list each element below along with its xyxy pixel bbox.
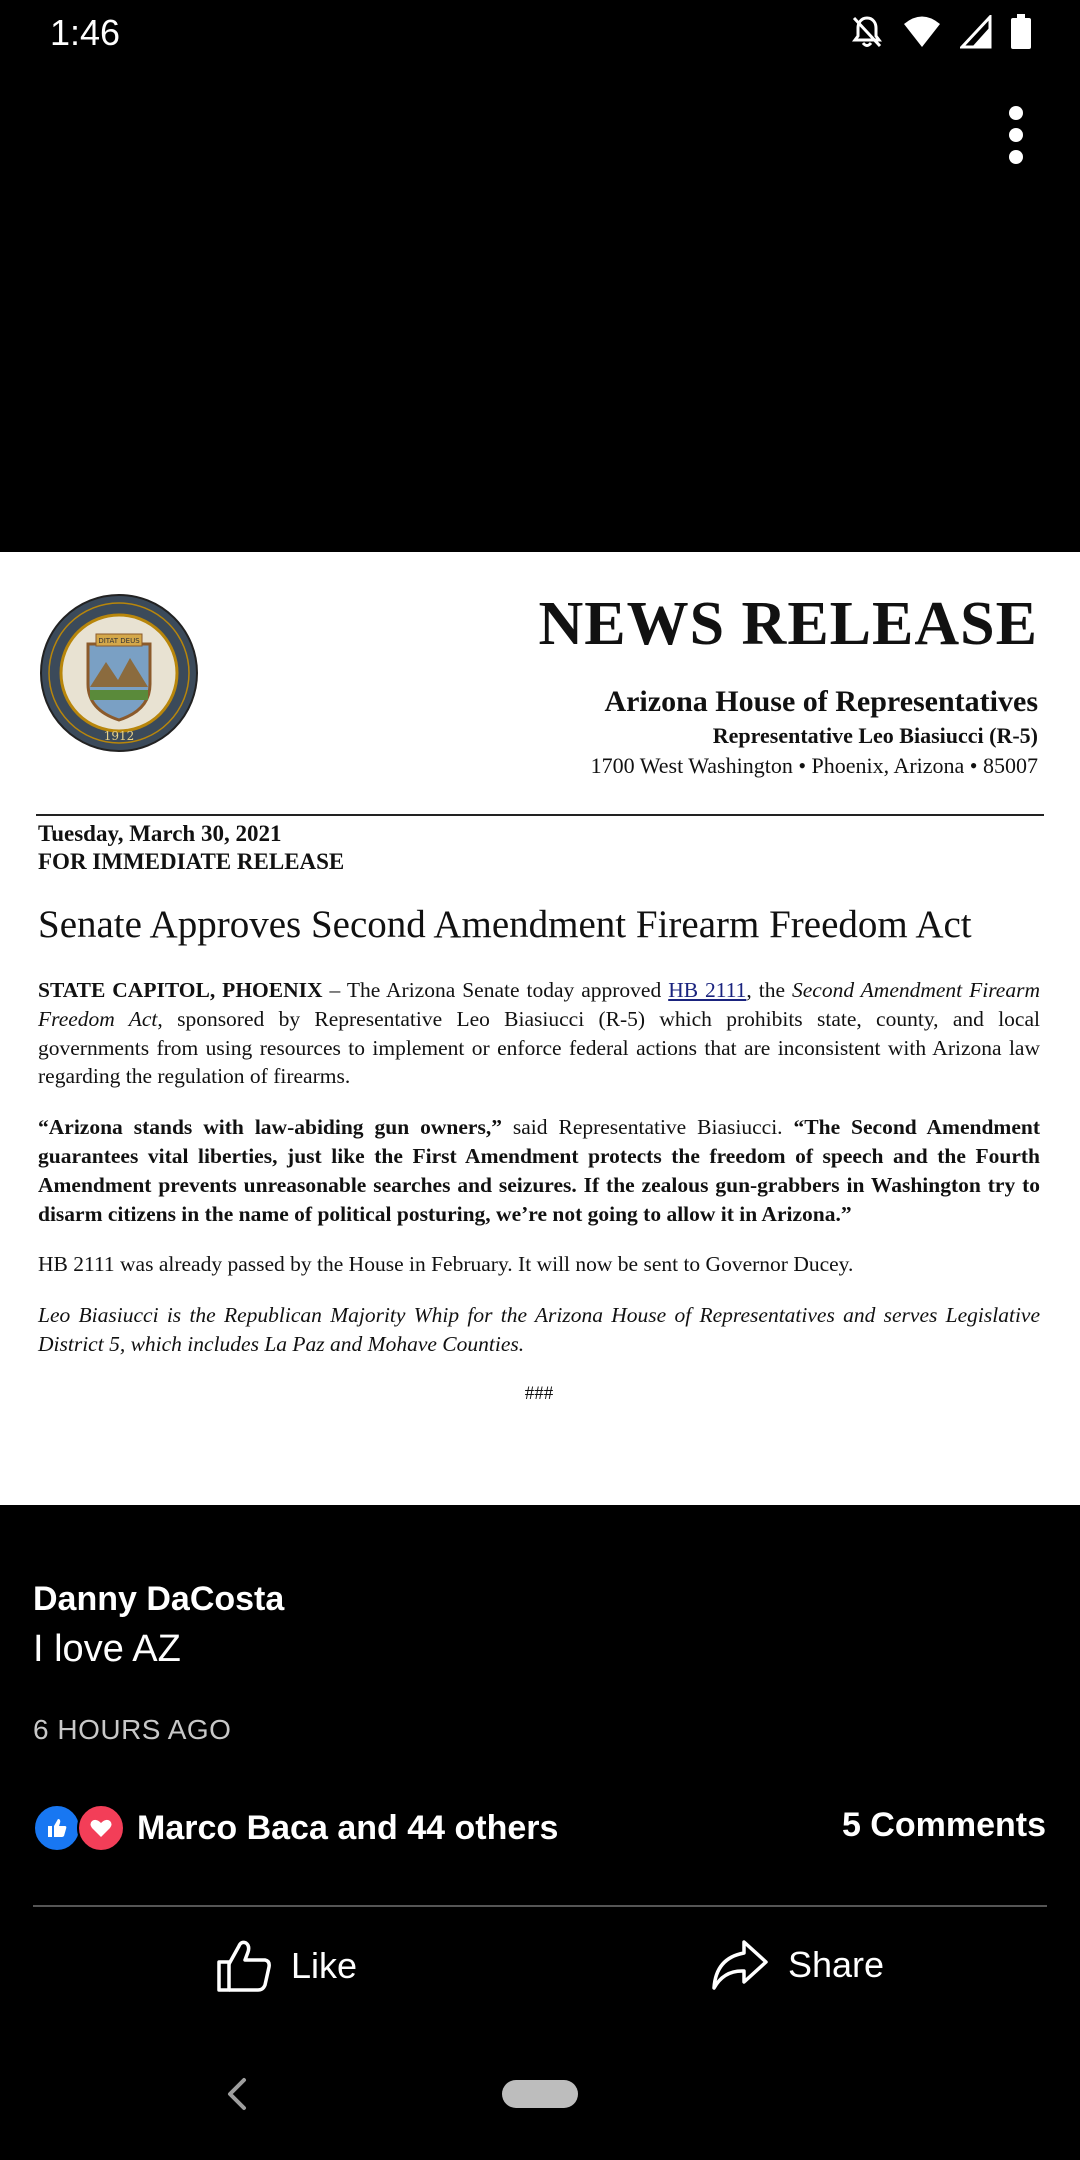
release-body <box>38 976 1040 1406</box>
nav-back-icon[interactable] <box>224 2076 250 2112</box>
seal-year: 1912 <box>103 729 135 743</box>
post-caption: I love AZ <box>33 1628 181 1670</box>
like-button[interactable] <box>215 1938 357 1994</box>
nav-home-pill[interactable] <box>502 2080 578 2108</box>
release-note: FOR IMMEDIATE RELEASE <box>38 849 345 875</box>
date-block <box>38 820 344 876</box>
wifi-icon <box>902 15 942 49</box>
quote-1: “Arizona stands with law-abiding gun owners,” <box>38 1115 502 1140</box>
seal-motto: DITAT DEUS <box>98 637 140 645</box>
release-title: Senate Approves Second Amendment Firearm Freedom Act <box>38 903 972 946</box>
address-line: 1700 West Washington • Phoenix, Arizona • 85007 <box>590 753 1038 779</box>
attribution: said Representative Biasiucci. <box>501 1115 794 1140</box>
paragraph-1-text-a: – The Arizona Senate today approved <box>322 978 669 1002</box>
organization-name: Arizona House of Representatives <box>604 685 1038 719</box>
post-timestamp: 6 HOURS AGO <box>33 1714 232 1745</box>
hb-2111-link: HB 2111 <box>668 978 747 1002</box>
comments-count-button[interactable]: 5 Comments <box>841 1806 1046 1844</box>
arizona-seal-icon <box>38 592 200 754</box>
battery-icon <box>1010 14 1032 50</box>
share-arrow-icon <box>710 1938 770 1992</box>
love-reaction-icon <box>77 1804 125 1852</box>
like-reaction-icon <box>33 1804 81 1852</box>
paragraph-1 <box>38 976 1040 1091</box>
share-label: Share <box>788 1944 885 1985</box>
header-rule <box>36 814 1044 816</box>
news-release-heading: NEWS RELEASE <box>538 590 1038 658</box>
post-photo[interactable] <box>0 552 1080 1505</box>
notifications-off-icon <box>850 14 884 50</box>
status-icons <box>850 14 1032 50</box>
act-name: Second Amendment Firearm Freedom Act <box>38 978 1040 1031</box>
more-options-button[interactable] <box>994 100 1038 170</box>
dateline: STATE CAPITOL, PHOENIX <box>38 978 323 1002</box>
status-time: 1:46 <box>50 12 121 53</box>
more-vertical-dot <box>1009 150 1023 164</box>
signal-icon <box>960 15 992 49</box>
paragraph-3: HB 2111 was already passed by the House in February. It will now be sent to Governor Ducey. <box>38 1252 854 1277</box>
reactors-text: Marco Baca and 44 others <box>137 1808 559 1847</box>
thumbs-up-icon <box>215 1938 273 1994</box>
like-label: Like <box>291 1945 358 1986</box>
paragraph-1-text-b: , the <box>746 978 792 1002</box>
actions-divider <box>33 1905 1047 1907</box>
paragraph-4: Leo Biasiucci is the Republican Majority Whip for the Arizona House of Representatives and serves Legislative District 5, which includes La Paz and Mohave Counties. <box>38 1303 1040 1356</box>
representative-line: Representative Leo Biasiucci (R-5) <box>712 723 1038 749</box>
more-vertical-icon <box>1009 106 1023 120</box>
more-vertical-dot <box>1009 128 1023 142</box>
release-header <box>538 592 1038 779</box>
paragraph-2 <box>38 1113 1040 1228</box>
status-bar <box>0 0 1080 70</box>
reactions-summary[interactable] <box>33 1804 558 1852</box>
share-button[interactable] <box>710 1938 884 1992</box>
end-mark: ### <box>524 1382 554 1404</box>
post-author[interactable]: Danny DaCosta <box>33 1580 285 1618</box>
paragraph-1-text-c: , sponsored by Representative Leo Biasiucci (R-5) which prohibits state, county, and local governments from using resources to implement or enforce federal actions that are inconsistent with Arizona law regarding the regulation of firearms. <box>38 1006 1040 1089</box>
quote-2: “The Second Amendment guarantees vital liberties, just like the First Amendment protects the freedom of speech and the Fourth Amendment prevents unreasonable searches and seizures. If the zealous gun-grabbers in Washington try to disarm citizens in the name of political posturing, we’re not going to allow it in Arizona.” <box>38 1115 1040 1226</box>
release-date: Tuesday, March 30, 2021 <box>38 821 282 846</box>
